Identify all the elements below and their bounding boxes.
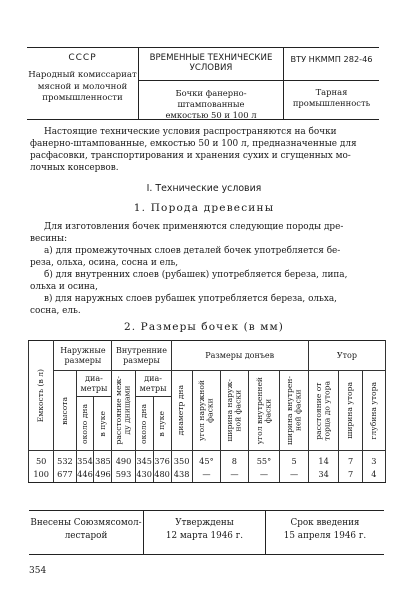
inner-near-bottom-header: около дна xyxy=(135,397,153,451)
code-cell xyxy=(284,48,379,119)
issuer-cell xyxy=(27,48,139,119)
chime-header: Утор xyxy=(308,341,385,371)
inner-diameters-header: диа- метры xyxy=(135,371,171,397)
approved-cell: Утверждены 12 марта 1946 г. xyxy=(144,511,266,554)
inner-dims-header: Внутренние размеры xyxy=(112,341,171,371)
country-label: СССР xyxy=(68,53,97,63)
title-cell xyxy=(139,48,284,119)
subsection-dimensions-title: 2. Размеры бочек (в мм) xyxy=(124,321,284,333)
document-header xyxy=(27,47,379,120)
wood-species-text: Для изготовления бочек применяются следующие породы дре- весины: а) для промежуточных слоев деталей бочек употребляется бе- реза, ольха, осина, сосна и ель, б) для внутренних слоев (рубашек) употребляется береза, липа, ольха и осина, в) для наружных слоев рубашек употребляется береза, ольха, сосна, ель. xyxy=(30,222,348,316)
outer-bevel-angle-header: угол наружной фаски xyxy=(192,371,221,451)
capacity-header: Емкость (в л) xyxy=(29,341,54,451)
outer-in-chime-header: в пуке xyxy=(94,397,112,451)
height-header: высота xyxy=(54,371,76,451)
table-row: 100 677 446 496 593 430 480 438 — — — — 34 7 4 xyxy=(29,467,386,483)
commissariat-name: Народный комиссариат мясной и молочной промышленности xyxy=(28,70,137,104)
outer-bevel-width-header: ширина наруж- ной фаски xyxy=(221,371,248,451)
chime-depth-header: глубина утора xyxy=(362,371,385,451)
dist-to-chime-header: расстояние от торца до утора xyxy=(308,371,339,451)
page-number: 354 xyxy=(29,566,47,576)
outer-dims-header: Наружные размеры xyxy=(54,341,112,371)
inner-bevel-width-header: ширина внутрен- ней фаски xyxy=(280,371,309,451)
effective-date-cell: Срок введения 15 апреля 1946 г. xyxy=(283,518,367,541)
subsection-wood-title: 1. Порода древесины xyxy=(133,202,275,214)
outer-near-bottom-header: около дна xyxy=(76,397,94,451)
bottom-diameter-header: диаметр дна xyxy=(171,371,192,451)
outer-diameters-header: диа- метры xyxy=(76,371,112,397)
inner-bevel-angle-header: угол внутренней фаски xyxy=(248,371,280,451)
inner-in-chime-header: в пуке xyxy=(153,397,171,451)
section-title: I. Технические условия xyxy=(146,183,262,194)
chime-width-header: ширина утора xyxy=(339,371,362,451)
industry-group: Тарная промышленность xyxy=(292,87,371,108)
dimensions-table xyxy=(28,340,386,483)
document-type: ВРЕМЕННЫЕ ТЕХНИЧЕСКИЕ УСЛОВИЯ xyxy=(139,48,283,81)
document-subject: Бочки фанерно-штампованные емкостью 50 и 100 л xyxy=(165,88,257,120)
table-row: 50 532 354 385 490 345 376 350 45° 8 55° 5 14 7 3 xyxy=(29,451,386,467)
introduced-by-cell: Внесены Союзмясомол- лестарой xyxy=(29,511,144,554)
document-footer xyxy=(29,510,384,555)
document-code: ВТУ НКММП 282-46 xyxy=(284,48,379,81)
intro-paragraph: Настоящие технические условия распространяются на бочки фанерно-штампованные, емкостью 50 и 100 л, предназначенные для расфасовки, транспортирования и хранения сухих и сгущенных мо- лочных консервов. xyxy=(30,127,357,173)
between-bottoms-header: расстояние меж- ду днищами xyxy=(112,371,135,451)
bottom-dims-header: Размеры донъев xyxy=(171,341,308,371)
